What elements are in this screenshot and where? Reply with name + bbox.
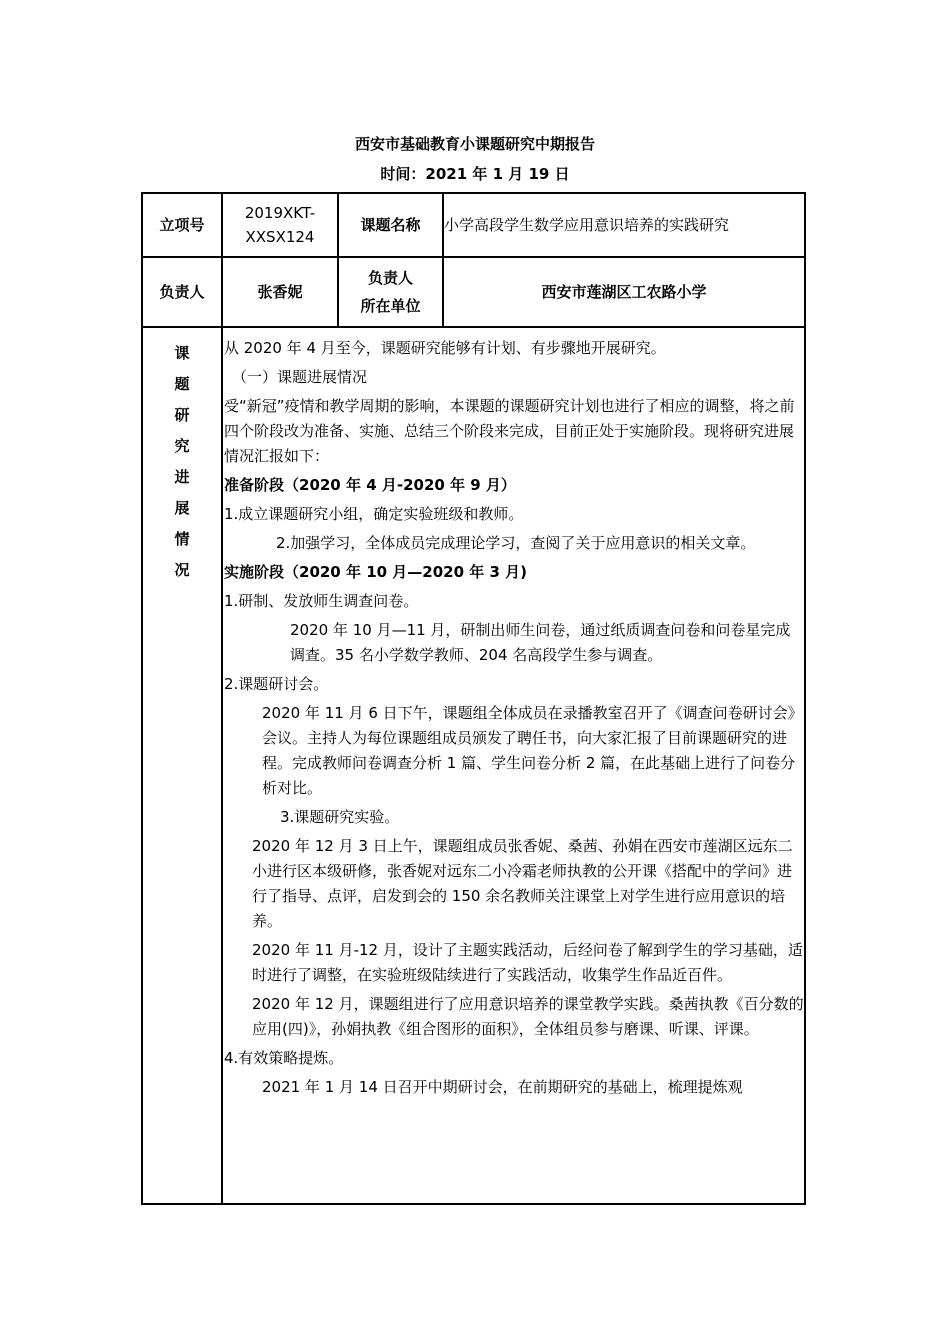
section-label-char: 究 [174,437,190,455]
row-divider [141,326,806,328]
leader-unit-label-line1: 负责人 [367,269,413,287]
content-paragraph: 3.课题研究实验。 [280,808,400,826]
column-divider [221,192,223,1205]
leader-value: 张香妮 [257,283,303,301]
content-paragraph: 1.成立课题研究小组，确定实验班级和教师。 [224,505,524,523]
content-paragraph: 2021 年 1 月 14 日召开中期研讨会，在前期研究的基础上，梳理提炼观 [262,1078,743,1096]
project-name-label: 课题名称 [360,216,421,234]
stage-heading: 实施阶段（2020 年 10 月—2020 年 3 月) [224,563,527,581]
section-label-vertical [168,338,196,586]
content-paragraph: 受“新冠”疫情和教学周期的影响，本课题的课题研究计划也进行了相应的调整，将之前四个阶段改为准备、实施、总结三个阶段来完成，目前正处于实施阶段。现将研究进展情况汇报如下： [224,397,795,465]
content-paragraph: 2.课题研讨会。 [224,675,329,693]
content-paragraph: 从 2020 年 4 月至今，课题研究能够有计划、有步骤地开展研究。 [224,339,666,357]
content-paragraph: 2020 年 11 月-12 月，设计了主题实践活动，后经问卷了解到学生的学习基础，适时进行了调整，在实验班级陆续进行了实践活动，收集学生作品近百件。 [252,941,803,984]
section-label-char: 研 [174,406,190,424]
document-title: 西安市基础教育小课题研究中期报告 [354,135,595,153]
section-label-char: 题 [174,375,190,393]
progress-content [224,336,804,1202]
content-paragraph: 2020 年 11 月 6 日下午，课题组全体成员在录播教室召开了《调查问卷研讨会》会议。主持人为每位课题组成员颁发了聘任书，向大家汇报了目前课题研究的进程。完成教师问卷调查分析 1 篇、学生问卷分析 2 篇，在此基础上进行了问卷分析对比。 [262,704,803,797]
content-paragraph: 1.研制、发放师生调查问卷。 [224,592,419,610]
section-label-char: 展 [174,499,190,517]
leader-label: 负责人 [159,283,205,301]
content-paragraph: 2020 年 12 月，课题组进行了应用意识培养的课堂教学实践。桑茜执教《百分数的应用(四)》，孙娟执教《组合图形的面积》，全体组员参与磨课、听课、评课。 [252,995,804,1038]
leader-unit-label-line2: 所在单位 [360,297,421,315]
content-paragraph: （一）课题进展情况 [232,368,368,386]
leader-unit-value: 西安市莲湖区工农路小学 [541,283,707,301]
report-date: 时间：2021 年 1 月 19 日 [380,165,570,183]
content-paragraph: 2020 年 10 月—11 月，研制出师生问卷，通过纸质调查问卷和问卷星完成调查。35 名小学数学教师、204 名高段学生参与调查。 [290,621,791,664]
section-label-char: 课 [174,344,190,362]
project-id-label: 立项号 [159,216,205,234]
section-label-char: 进 [174,468,190,486]
content-paragraph: 2.加强学习，全体成员完成理论学习，查阅了关于应用意识的相关文章。 [276,534,756,552]
project-name-value: 小学高段学生数学应用意识培养的实践研究 [444,216,730,234]
stage-heading: 准备阶段（2020 年 4 月-2020 年 9 月） [224,476,516,494]
section-label-char: 况 [174,561,190,579]
section-label-char: 情 [174,530,190,548]
project-id-value: 2019XKT-XXSX124 [244,204,316,246]
content-paragraph: 4.有效策略提炼。 [224,1049,344,1067]
content-paragraph: 2020 年 12 月 3 日上午，课题组成员张香妮、桑茜、孙娟在西安市莲湖区远东二小进行区本级研修，张香妮对远东二小冷霜老师执教的公开课《搭配中的学问》进行了指导、点评，启发到会的 150 余名教师关注课堂上对学生进行应用意识的培养。 [252,837,793,930]
leader-unit-label [339,258,442,326]
